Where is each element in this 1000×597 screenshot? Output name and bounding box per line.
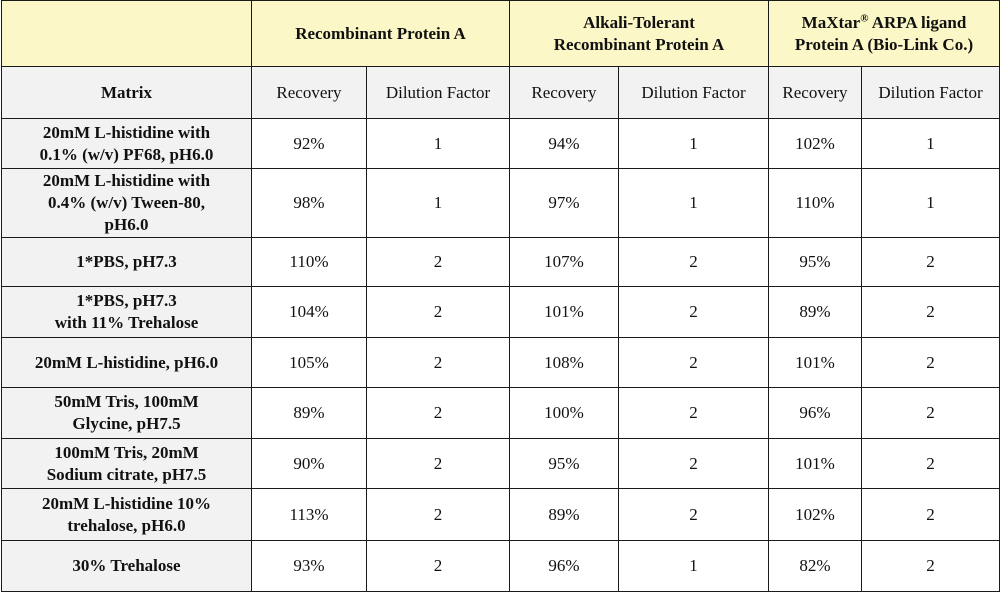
recovery-cell: 96% [769,388,862,439]
matrix-cell [2,119,252,169]
dilution-cell: 2 [619,238,769,287]
table-row [2,338,1000,388]
recovery-cell: 108% [510,338,619,388]
dilution-cell: 2 [619,287,769,338]
group-header-rest: ARPA ligand [868,12,967,32]
group-header-brand: MaXtar [801,12,861,32]
dilution-cell: 2 [862,388,1000,439]
recovery-cell: 94% [510,119,619,169]
matrix-cell [2,489,252,541]
recovery-cell: 102% [769,119,862,169]
sub-header-row [2,67,1000,119]
group-header-line1: Alkali-Tolerant [583,12,695,32]
dilution-header: Dilution Factor [862,67,1000,119]
recovery-cell: 89% [769,287,862,338]
dilution-header: Dilution Factor [619,67,769,119]
registered-mark: ® [860,11,869,24]
dilution-cell: 1 [619,541,769,592]
recovery-cell: 100% [510,388,619,439]
dilution-cell: 2 [367,287,510,338]
matrix-line: 20mM L-histidine with [42,171,211,190]
matrix-line: Glycine, pH7.5 [72,414,181,433]
matrix-line: 1*PBS, pH7.3 [76,291,177,310]
recovery-cell: 95% [769,238,862,287]
recovery-cell: 89% [510,489,619,541]
dilution-cell: 2 [862,338,1000,388]
matrix-cell [2,287,252,338]
table-row [2,238,1000,287]
group-header-row [2,1,1000,67]
dilution-cell: 2 [862,541,1000,592]
matrix-line: 0.4% (w/v) Tween-80, [47,193,206,212]
dilution-cell: 2 [367,388,510,439]
dilution-cell: 2 [367,238,510,287]
dilution-cell: 1 [862,119,1000,169]
dilution-cell: 1 [619,119,769,169]
matrix-cell [2,338,252,388]
recovery-cell: 90% [252,439,367,489]
recovery-cell: 89% [252,388,367,439]
matrix-cell [2,238,252,287]
table-row [2,119,1000,169]
dilution-cell: 2 [862,287,1000,338]
dilution-cell: 2 [862,489,1000,541]
recovery-cell: 104% [252,287,367,338]
recovery-cell: 92% [252,119,367,169]
dilution-cell: 2 [367,439,510,489]
matrix-line: 1*PBS, pH7.3 [76,252,177,271]
table-body [2,119,1000,592]
dilution-cell: 2 [619,489,769,541]
group-header-line2: Recombinant Protein A [553,34,725,54]
recovery-cell: 113% [252,489,367,541]
recovery-cell: 93% [252,541,367,592]
dilution-cell: 2 [619,338,769,388]
recovery-cell: 101% [769,338,862,388]
dilution-cell: 2 [367,489,510,541]
group-header-line2: Protein A (Bio-Link Co.) [794,34,974,54]
dilution-cell: 1 [619,169,769,238]
dilution-cell: 2 [862,439,1000,489]
recovery-header: Recovery [769,67,862,119]
recovery-cell: 102% [769,489,862,541]
matrix-line: 100mM Tris, 20mM [54,442,199,462]
matrix-line: 20mM L-histidine 10% [41,493,212,513]
table-row [2,287,1000,338]
recovery-cell: 96% [510,541,619,592]
dilution-cell: 2 [862,238,1000,287]
group-header-maxtar [769,1,1000,67]
recovery-cell: 101% [510,287,619,338]
recovery-header: Recovery [510,67,619,119]
table-row [2,489,1000,541]
recovery-table [1,0,1000,592]
dilution-cell: 2 [619,439,769,489]
group-header-recombinant [252,1,510,67]
matrix-cell [2,169,252,238]
table-row [2,169,1000,238]
dilution-cell: 2 [367,338,510,388]
matrix-line: 50mM Tris, 100mM [54,392,199,411]
recovery-cell: 97% [510,169,619,238]
dilution-cell: 2 [619,388,769,439]
recovery-cell: 95% [510,439,619,489]
recovery-cell: 101% [769,439,862,489]
dilution-header: Dilution Factor [367,67,510,119]
table-row [2,388,1000,439]
table-row [2,439,1000,489]
recovery-cell: 82% [769,541,862,592]
matrix-line: 30% Trehalose [72,556,181,575]
matrix-cell [2,439,252,489]
dilution-cell: 1 [367,119,510,169]
matrix-line: 20mM L-histidine with [42,122,211,142]
matrix-line: trehalose, pH6.0 [67,515,186,535]
group-header-alkali-tolerant [510,1,769,67]
recovery-cell: 105% [252,338,367,388]
dilution-cell: 2 [367,541,510,592]
recovery-cell: 107% [510,238,619,287]
matrix-line: Sodium citrate, pH7.5 [46,464,207,484]
matrix-header: Matrix [2,67,252,119]
dilution-cell: 1 [367,169,510,238]
recovery-cell: 110% [769,169,862,238]
matrix-cell [2,388,252,439]
dilution-cell: 1 [862,169,1000,238]
matrix-line: with 11% Trehalose [54,313,199,332]
matrix-cell [2,541,252,592]
recovery-header: Recovery [252,67,367,119]
recovery-cell: 98% [252,169,367,238]
matrix-line: 20mM L-histidine, pH6.0 [34,352,219,372]
table-row [2,541,1000,592]
group-header-label: Recombinant Protein A [295,23,466,43]
corner-cell [2,1,252,67]
matrix-line: 0.1% (w/v) PF68, pH6.0 [39,144,214,164]
matrix-line: pH6.0 [104,215,149,234]
recovery-cell: 110% [252,238,367,287]
